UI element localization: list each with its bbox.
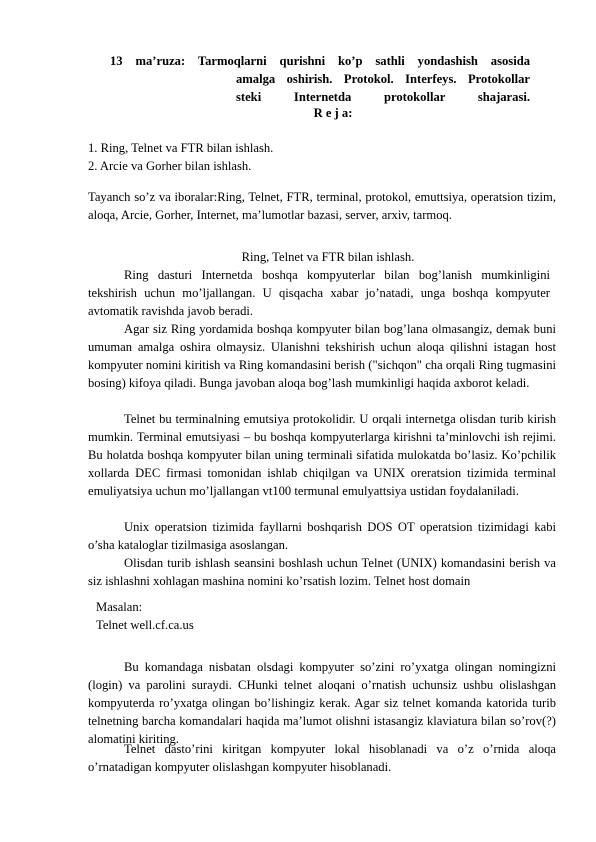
example-label: Masalan:	[96, 600, 143, 614]
plan-item-2: 2. Arcie va Gorher bilan ishlash.	[88, 159, 252, 173]
title-line-1: 13 ma’ruza: Tarmoqlarni qurishni ko’p sathli yondashish asosida	[110, 54, 530, 68]
plan-list	[88, 139, 273, 175]
example-block	[96, 598, 194, 634]
paragraph-unix-files: Unix operatsion tizimida fayllarni boshqarish DOS OT operatsion tizimidagi kabi o’sha kataloglar tizilmasiga asoslangan.	[88, 520, 556, 552]
paragraph-telnet-session: Olisdan turib ishlash seansini boshlash uchun Telnet (UNIX) komandasini berish va siz ishlashni xohlagan mashina nomini ko’rsatish lozim. Telnet host domain	[88, 556, 556, 588]
paragraph-ring-usage: Agar siz Ring yordamida boshqa kompyuter bilan bog’lana olmasangiz, demak buni umuman amalga oshira olmaysiz. Ulanishni tekshirish uchun aloqa qilishni istagan host kompyuter nomini kiritish va Ring komandasini berish ("sichqon" cha orqali Ring tugmasini bosing) kifoya qiladi. Bunga javoban aloqa bog’lash mumkinligi haqida axborot keladi.	[88, 322, 556, 390]
plan-heading: R e j a:	[313, 106, 353, 120]
paragraph-ring-intro: Ring dasturi Internetda boshqa kompyuterlar bilan bog’lanish mumkinligini tekshirish uchun mo’ljallangan. U qisqacha xabar jo’natadi, unga boshqa kompyuter avtomatik ravishda javob beradi.	[88, 268, 550, 318]
paragraph-telnet-login: Bu komandaga nisbatan olsdagi kompyuter so’zini ro’yxatga olingan nomingizni (login) va parolini suraydi. CHunki telnet aloqani o’rnatish uchunsiz ushbu olislashgan kompyuterda ro’yxatga olingan bo’lishingiz kerak. Agar siz telnet komanda katorida turib telnetning barcha komandalari haqida ma’lumot olishni istasangiz klaviatura bilan so’rov(?) alomatini kiriting.	[88, 660, 556, 746]
section-title: Ring, Telnet va FTR bilan ishlash.	[241, 250, 415, 264]
title-line-3: steki Internetda protokollar shajarasi.	[236, 90, 530, 104]
example-command: Telnet well.cf.ca.us	[96, 618, 194, 632]
plan-item-1: 1. Ring, Telnet va FTR bilan ishlash.	[88, 141, 274, 155]
keywords-paragraph: Tayanch so’z va iboralar:Ring, Telnet, FTR, terminal, protokol, emuttsiya, operatsion tizim, aloqa, Arcie, Gorher, Internet, ma’lumotlar bazasi, server, arxiv, tarmoq.	[88, 190, 556, 222]
paragraph-local-remote: Telnet dasto’rini kiritgan kompyuter lokal hisoblanadi va o’z o’rnida aloqa o’rnatadigan kompyuter olislashgan kompyuter hisoblanadi.	[88, 742, 556, 774]
paragraph-telnet-emulation: Telnet bu terminalning emutsiya protokolidir. U orqali internetga olisdan turib kirish mumkin. Terminal emutsiyasi – bu boshqa kompyuterlarga kirishni ta’minlovchi ish rejimi. Bu holatda boshqa kompyuter bilan uning terminali sifatida mulokatda bo’lasiz. Ko’pchilik xollarda DEC firmasi tomonidan ishlab chiqilgan va UNIX oreratsion tizimida terminal emuliyatsiya uchun mo’ljallangan vt100 termunal emulyattsiya ustidan foydalaniladi.	[88, 412, 556, 498]
lecture-title	[110, 52, 530, 106]
title-line-2: amalga oshirish. Protokol. Interfeys. Protokollar	[236, 72, 530, 86]
